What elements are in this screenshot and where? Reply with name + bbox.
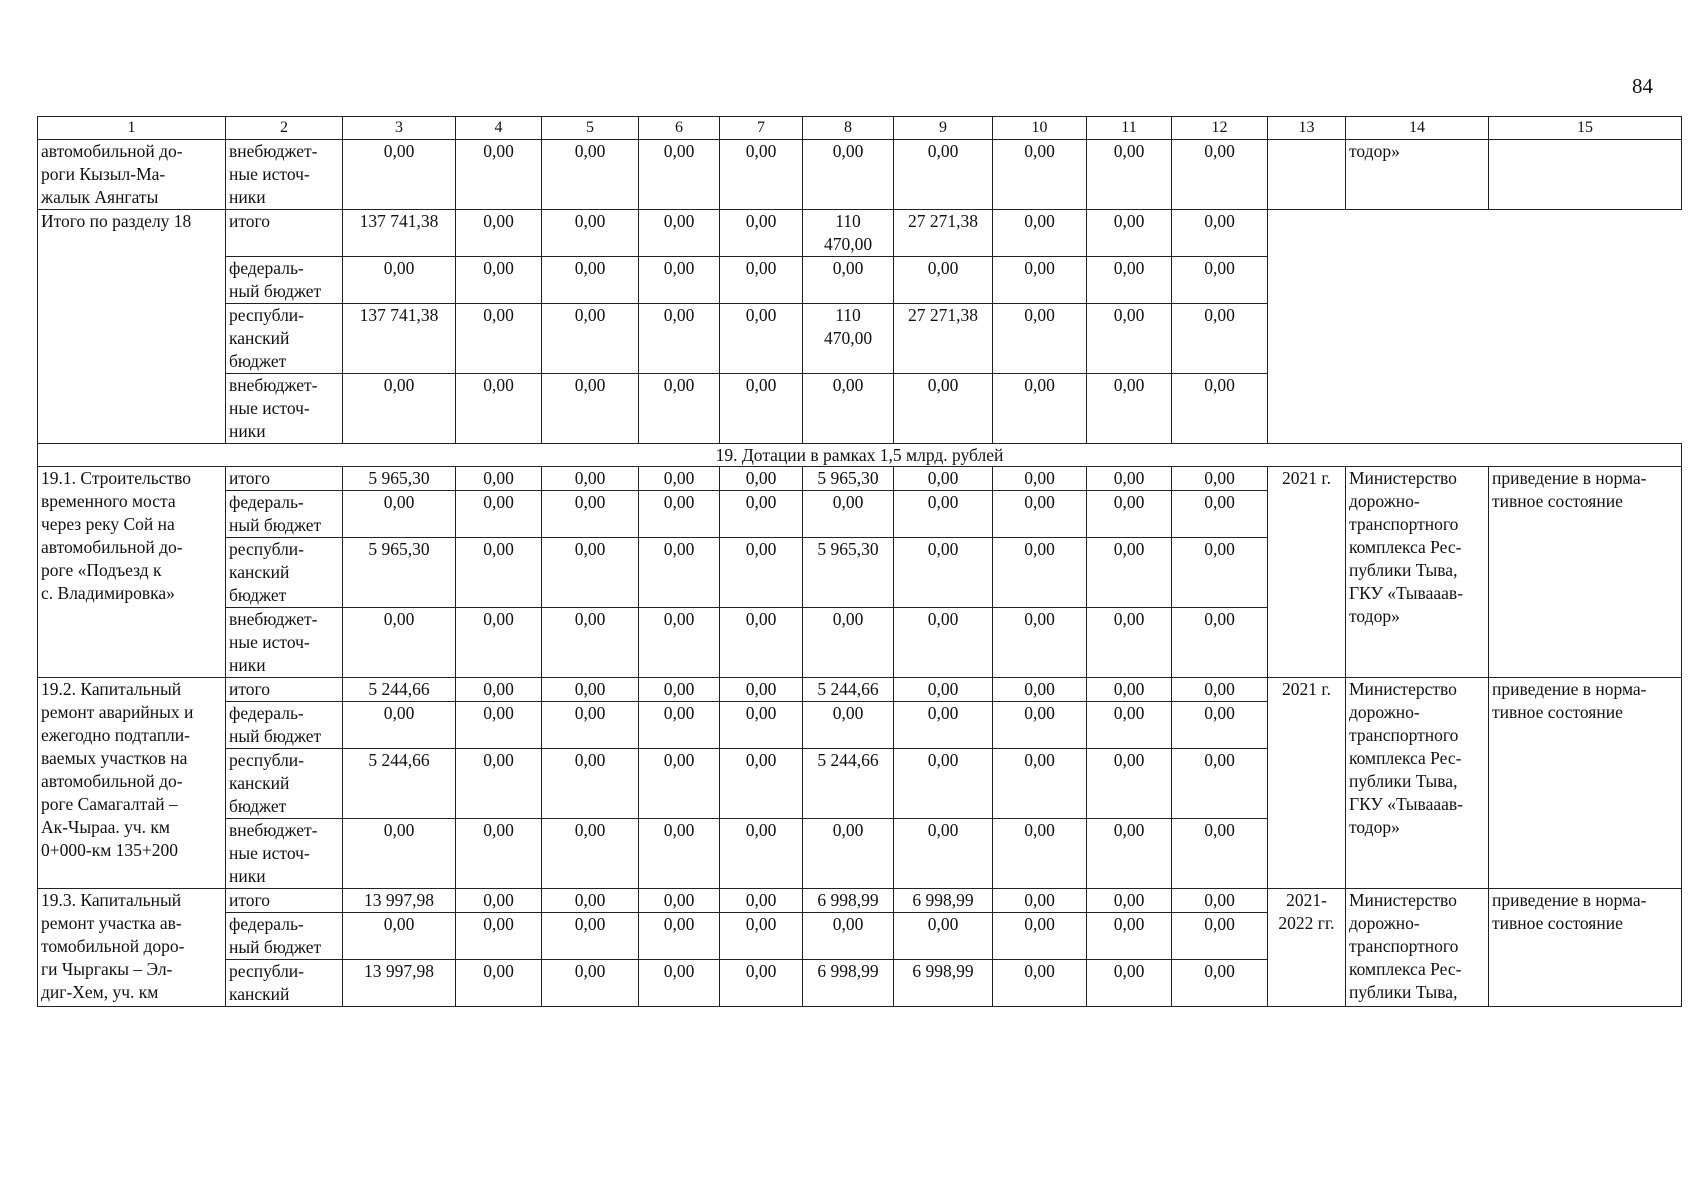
- value-cell: 0,00: [639, 374, 720, 444]
- value-cell: 0,00: [803, 257, 894, 304]
- value-cell: 0,00: [720, 702, 803, 749]
- value-cell: 0,00: [720, 210, 803, 257]
- value-cell: 0,00: [1172, 491, 1268, 538]
- value-cell: 0,00: [894, 702, 993, 749]
- result-cell: [1489, 140, 1682, 210]
- value-cell: 6 998,99: [803, 960, 894, 1007]
- value-cell: 0,00: [343, 374, 456, 444]
- executor-cell: Министерство дорожно- транспортного комплекса Рес- публики Тыва, ГКУ «Тывааав- тодор»: [1346, 678, 1489, 889]
- value-cell: 0,00: [1172, 913, 1268, 960]
- value-cell: 0,00: [456, 257, 542, 304]
- value-cell: 0,00: [1172, 257, 1268, 304]
- value-cell: 0,00: [1087, 538, 1172, 608]
- funding-source-cell: внебюджет- ные источ- ники: [226, 819, 343, 889]
- table-row: [38, 678, 1682, 702]
- value-cell: 0,00: [639, 304, 720, 374]
- funding-source-cell: внебюджет- ные источ- ники: [226, 608, 343, 678]
- funding-source-cell: республи- канский бюджет: [226, 749, 343, 819]
- value-cell: 0,00: [993, 538, 1087, 608]
- funding-source-cell: итого: [226, 678, 343, 702]
- value-cell: 0,00: [639, 702, 720, 749]
- value-cell: 0,00: [720, 960, 803, 1007]
- column-number-cell: 15: [1489, 117, 1682, 140]
- funding-source-cell: федераль- ный бюджет: [226, 913, 343, 960]
- value-cell: 0,00: [1087, 467, 1172, 491]
- value-cell: 0,00: [1087, 702, 1172, 749]
- period-cell: 2021 г.: [1268, 678, 1346, 889]
- value-cell: 0,00: [1172, 960, 1268, 1007]
- value-cell: 110 470,00: [803, 210, 894, 257]
- value-cell: 0,00: [894, 467, 993, 491]
- value-cell: 0,00: [894, 608, 993, 678]
- value-cell: 0,00: [720, 678, 803, 702]
- value-cell: 0,00: [542, 140, 639, 210]
- total-label-cell: Итого по разделу 18: [38, 210, 226, 444]
- value-cell: 0,00: [803, 608, 894, 678]
- value-cell: 0,00: [343, 913, 456, 960]
- value-cell: 0,00: [1087, 678, 1172, 702]
- value-cell: 0,00: [993, 702, 1087, 749]
- value-cell: 0,00: [456, 819, 542, 889]
- value-cell: 0,00: [1172, 140, 1268, 210]
- value-cell: 0,00: [343, 491, 456, 538]
- value-cell: 0,00: [1172, 749, 1268, 819]
- table-body: [38, 117, 1682, 1007]
- value-cell: 0,00: [894, 749, 993, 819]
- value-cell: 0,00: [803, 702, 894, 749]
- value-cell: 0,00: [993, 491, 1087, 538]
- value-cell: 0,00: [1087, 304, 1172, 374]
- funding-source-cell: федераль- ный бюджет: [226, 702, 343, 749]
- value-cell: 0,00: [542, 257, 639, 304]
- executor-cell: Министерство дорожно- транспортного комплекса Рес- публики Тыва, ГКУ «Тывааав- тодор»: [1346, 467, 1489, 678]
- value-cell: 0,00: [720, 491, 803, 538]
- table-row: [38, 210, 1682, 257]
- funding-source-cell: республи- канский бюджет: [226, 538, 343, 608]
- value-cell: 0,00: [894, 913, 993, 960]
- value-cell: 137 741,38: [343, 304, 456, 374]
- value-cell: 0,00: [343, 819, 456, 889]
- column-number-row: [38, 117, 1682, 140]
- value-cell: 0,00: [542, 608, 639, 678]
- column-number-cell: 5: [542, 117, 639, 140]
- value-cell: 0,00: [803, 491, 894, 538]
- value-cell: 0,00: [1087, 819, 1172, 889]
- value-cell: 0,00: [1087, 374, 1172, 444]
- value-cell: 0,00: [542, 304, 639, 374]
- column-number-cell: 2: [226, 117, 343, 140]
- value-cell: 0,00: [542, 889, 639, 913]
- value-cell: 0,00: [639, 749, 720, 819]
- value-cell: 5 244,66: [803, 749, 894, 819]
- empty-cell: [1268, 210, 1682, 444]
- value-cell: 0,00: [1172, 210, 1268, 257]
- budget-table: [37, 116, 1682, 1007]
- value-cell: 0,00: [894, 538, 993, 608]
- funding-source-cell: республи- канский: [226, 960, 343, 1007]
- table-row: [38, 140, 1682, 210]
- value-cell: 0,00: [720, 913, 803, 960]
- value-cell: 0,00: [1172, 304, 1268, 374]
- value-cell: 0,00: [1087, 491, 1172, 538]
- value-cell: 0,00: [456, 678, 542, 702]
- value-cell: 0,00: [639, 538, 720, 608]
- value-cell: 0,00: [639, 467, 720, 491]
- value-cell: 0,00: [1172, 608, 1268, 678]
- value-cell: 0,00: [993, 889, 1087, 913]
- value-cell: 0,00: [1087, 889, 1172, 913]
- value-cell: 0,00: [894, 374, 993, 444]
- value-cell: 13 997,98: [343, 960, 456, 1007]
- value-cell: 5 244,66: [343, 678, 456, 702]
- value-cell: 0,00: [720, 608, 803, 678]
- value-cell: 0,00: [542, 960, 639, 1007]
- value-cell: 137 741,38: [343, 210, 456, 257]
- item-name-cell: 19.3. Капитальный ремонт участка ав- томобильной доро- ги Чыргакы – Эл- диг-Хем, уч. км: [38, 889, 226, 1007]
- value-cell: 0,00: [720, 538, 803, 608]
- value-cell: 0,00: [1087, 913, 1172, 960]
- section-title: 19. Дотации в рамках 1,5 млрд. рублей: [38, 444, 1682, 467]
- value-cell: 0,00: [343, 257, 456, 304]
- value-cell: 0,00: [456, 608, 542, 678]
- funding-source-cell: федераль- ный бюджет: [226, 257, 343, 304]
- value-cell: 0,00: [456, 304, 542, 374]
- value-cell: 0,00: [456, 374, 542, 444]
- value-cell: 27 271,38: [894, 210, 993, 257]
- value-cell: 0,00: [456, 538, 542, 608]
- column-number-cell: 3: [343, 117, 456, 140]
- value-cell: 0,00: [1087, 257, 1172, 304]
- value-cell: 0,00: [720, 374, 803, 444]
- value-cell: 0,00: [803, 913, 894, 960]
- value-cell: 0,00: [1087, 960, 1172, 1007]
- value-cell: 0,00: [894, 491, 993, 538]
- value-cell: 0,00: [343, 702, 456, 749]
- value-cell: 0,00: [720, 304, 803, 374]
- value-cell: 0,00: [1172, 819, 1268, 889]
- value-cell: 0,00: [1087, 749, 1172, 819]
- value-cell: 0,00: [720, 140, 803, 210]
- table-row: [38, 889, 1682, 913]
- value-cell: 0,00: [542, 374, 639, 444]
- value-cell: 0,00: [1172, 889, 1268, 913]
- column-number-cell: 8: [803, 117, 894, 140]
- executor-cell: тодор»: [1346, 140, 1489, 210]
- value-cell: 0,00: [720, 749, 803, 819]
- value-cell: 0,00: [639, 257, 720, 304]
- funding-source-cell: федераль- ный бюджет: [226, 491, 343, 538]
- value-cell: 0,00: [993, 608, 1087, 678]
- value-cell: 0,00: [993, 374, 1087, 444]
- value-cell: 0,00: [993, 467, 1087, 491]
- funding-source-cell: внебюджет- ные источ- ники: [226, 374, 343, 444]
- value-cell: 5 965,30: [343, 538, 456, 608]
- value-cell: 0,00: [639, 608, 720, 678]
- value-cell: 0,00: [1172, 702, 1268, 749]
- value-cell: 0,00: [803, 140, 894, 210]
- value-cell: 0,00: [720, 467, 803, 491]
- value-cell: 6 998,99: [803, 889, 894, 913]
- value-cell: 0,00: [639, 819, 720, 889]
- column-number-cell: 10: [993, 117, 1087, 140]
- value-cell: 0,00: [720, 889, 803, 913]
- column-number-cell: 13: [1268, 117, 1346, 140]
- value-cell: 0,00: [1087, 210, 1172, 257]
- value-cell: 0,00: [894, 678, 993, 702]
- value-cell: 0,00: [542, 491, 639, 538]
- value-cell: 0,00: [639, 913, 720, 960]
- value-cell: 0,00: [639, 210, 720, 257]
- value-cell: 27 271,38: [894, 304, 993, 374]
- value-cell: 0,00: [639, 140, 720, 210]
- column-number-cell: 14: [1346, 117, 1489, 140]
- value-cell: 0,00: [993, 960, 1087, 1007]
- value-cell: 0,00: [639, 960, 720, 1007]
- item-name-cell: 19.2. Капитальный ремонт аварийных и ежегодно подтапли- ваемых участков на автомобильной до- роге Самагалтай – Ак-Чыраа. уч. км 0+000-км 135+200: [38, 678, 226, 889]
- result-cell: приведение в норма- тивное состояние: [1489, 889, 1682, 1007]
- value-cell: 0,00: [993, 257, 1087, 304]
- column-number-cell: 4: [456, 117, 542, 140]
- value-cell: 0,00: [542, 678, 639, 702]
- value-cell: 13 997,98: [343, 889, 456, 913]
- value-cell: 5 965,30: [343, 467, 456, 491]
- value-cell: 0,00: [456, 960, 542, 1007]
- column-number-cell: 7: [720, 117, 803, 140]
- value-cell: 5 244,66: [343, 749, 456, 819]
- value-cell: 5 244,66: [803, 678, 894, 702]
- value-cell: 0,00: [639, 889, 720, 913]
- section-title-row: [38, 444, 1682, 467]
- value-cell: 0,00: [542, 749, 639, 819]
- item-name-cell: 19.1. Строительство временного моста через реку Сой на автомобильной до- роге «Подъезд к с. Владимировка»: [38, 467, 226, 678]
- value-cell: 0,00: [639, 678, 720, 702]
- value-cell: 0,00: [720, 819, 803, 889]
- value-cell: 110 470,00: [803, 304, 894, 374]
- value-cell: 0,00: [720, 257, 803, 304]
- value-cell: 0,00: [456, 491, 542, 538]
- column-number-cell: 9: [894, 117, 993, 140]
- value-cell: 0,00: [456, 210, 542, 257]
- value-cell: 0,00: [803, 374, 894, 444]
- value-cell: 0,00: [993, 678, 1087, 702]
- value-cell: 0,00: [343, 608, 456, 678]
- page-number: 84: [1632, 74, 1653, 98]
- value-cell: 0,00: [542, 819, 639, 889]
- value-cell: 5 965,30: [803, 467, 894, 491]
- value-cell: 0,00: [1087, 608, 1172, 678]
- value-cell: 0,00: [456, 467, 542, 491]
- value-cell: 0,00: [456, 889, 542, 913]
- value-cell: 0,00: [993, 819, 1087, 889]
- value-cell: 0,00: [993, 913, 1087, 960]
- value-cell: 0,00: [993, 304, 1087, 374]
- result-cell: приведение в норма- тивное состояние: [1489, 467, 1682, 678]
- value-cell: 0,00: [456, 913, 542, 960]
- item-name-cell: автомобильной до- роги Кызыл-Ма- жалык Аянгаты: [38, 140, 226, 210]
- value-cell: 0,00: [343, 140, 456, 210]
- funding-source-cell: внебюджет- ные источ- ники: [226, 140, 343, 210]
- table-row: [38, 467, 1682, 491]
- result-cell: приведение в норма- тивное состояние: [1489, 678, 1682, 889]
- value-cell: 0,00: [894, 257, 993, 304]
- column-number-cell: 11: [1087, 117, 1172, 140]
- value-cell: 0,00: [894, 140, 993, 210]
- value-cell: 0,00: [993, 749, 1087, 819]
- value-cell: 0,00: [993, 210, 1087, 257]
- value-cell: 6 998,99: [894, 889, 993, 913]
- value-cell: 0,00: [456, 749, 542, 819]
- value-cell: 0,00: [542, 467, 639, 491]
- value-cell: 0,00: [456, 140, 542, 210]
- funding-source-cell: итого: [226, 889, 343, 913]
- value-cell: 0,00: [894, 819, 993, 889]
- funding-source-cell: республи- канский бюджет: [226, 304, 343, 374]
- value-cell: 0,00: [803, 819, 894, 889]
- value-cell: 5 965,30: [803, 538, 894, 608]
- funding-source-cell: итого: [226, 467, 343, 491]
- funding-source-cell: итого: [226, 210, 343, 257]
- value-cell: 0,00: [456, 702, 542, 749]
- value-cell: 0,00: [1172, 538, 1268, 608]
- value-cell: 6 998,99: [894, 960, 993, 1007]
- value-cell: 0,00: [1172, 467, 1268, 491]
- value-cell: 0,00: [639, 491, 720, 538]
- value-cell: 0,00: [542, 210, 639, 257]
- value-cell: 0,00: [1087, 140, 1172, 210]
- column-number-cell: 1: [38, 117, 226, 140]
- value-cell: 0,00: [1172, 678, 1268, 702]
- value-cell: 0,00: [1172, 374, 1268, 444]
- period-cell: 2021 г.: [1268, 467, 1346, 678]
- value-cell: 0,00: [542, 538, 639, 608]
- value-cell: 0,00: [993, 140, 1087, 210]
- period-cell: 2021- 2022 гг.: [1268, 889, 1346, 1007]
- column-number-cell: 6: [639, 117, 720, 140]
- column-number-cell: 12: [1172, 117, 1268, 140]
- value-cell: 0,00: [542, 913, 639, 960]
- period-cell: [1268, 140, 1346, 210]
- executor-cell: Министерство дорожно- транспортного комплекса Рес- публики Тыва,: [1346, 889, 1489, 1007]
- value-cell: 0,00: [542, 702, 639, 749]
